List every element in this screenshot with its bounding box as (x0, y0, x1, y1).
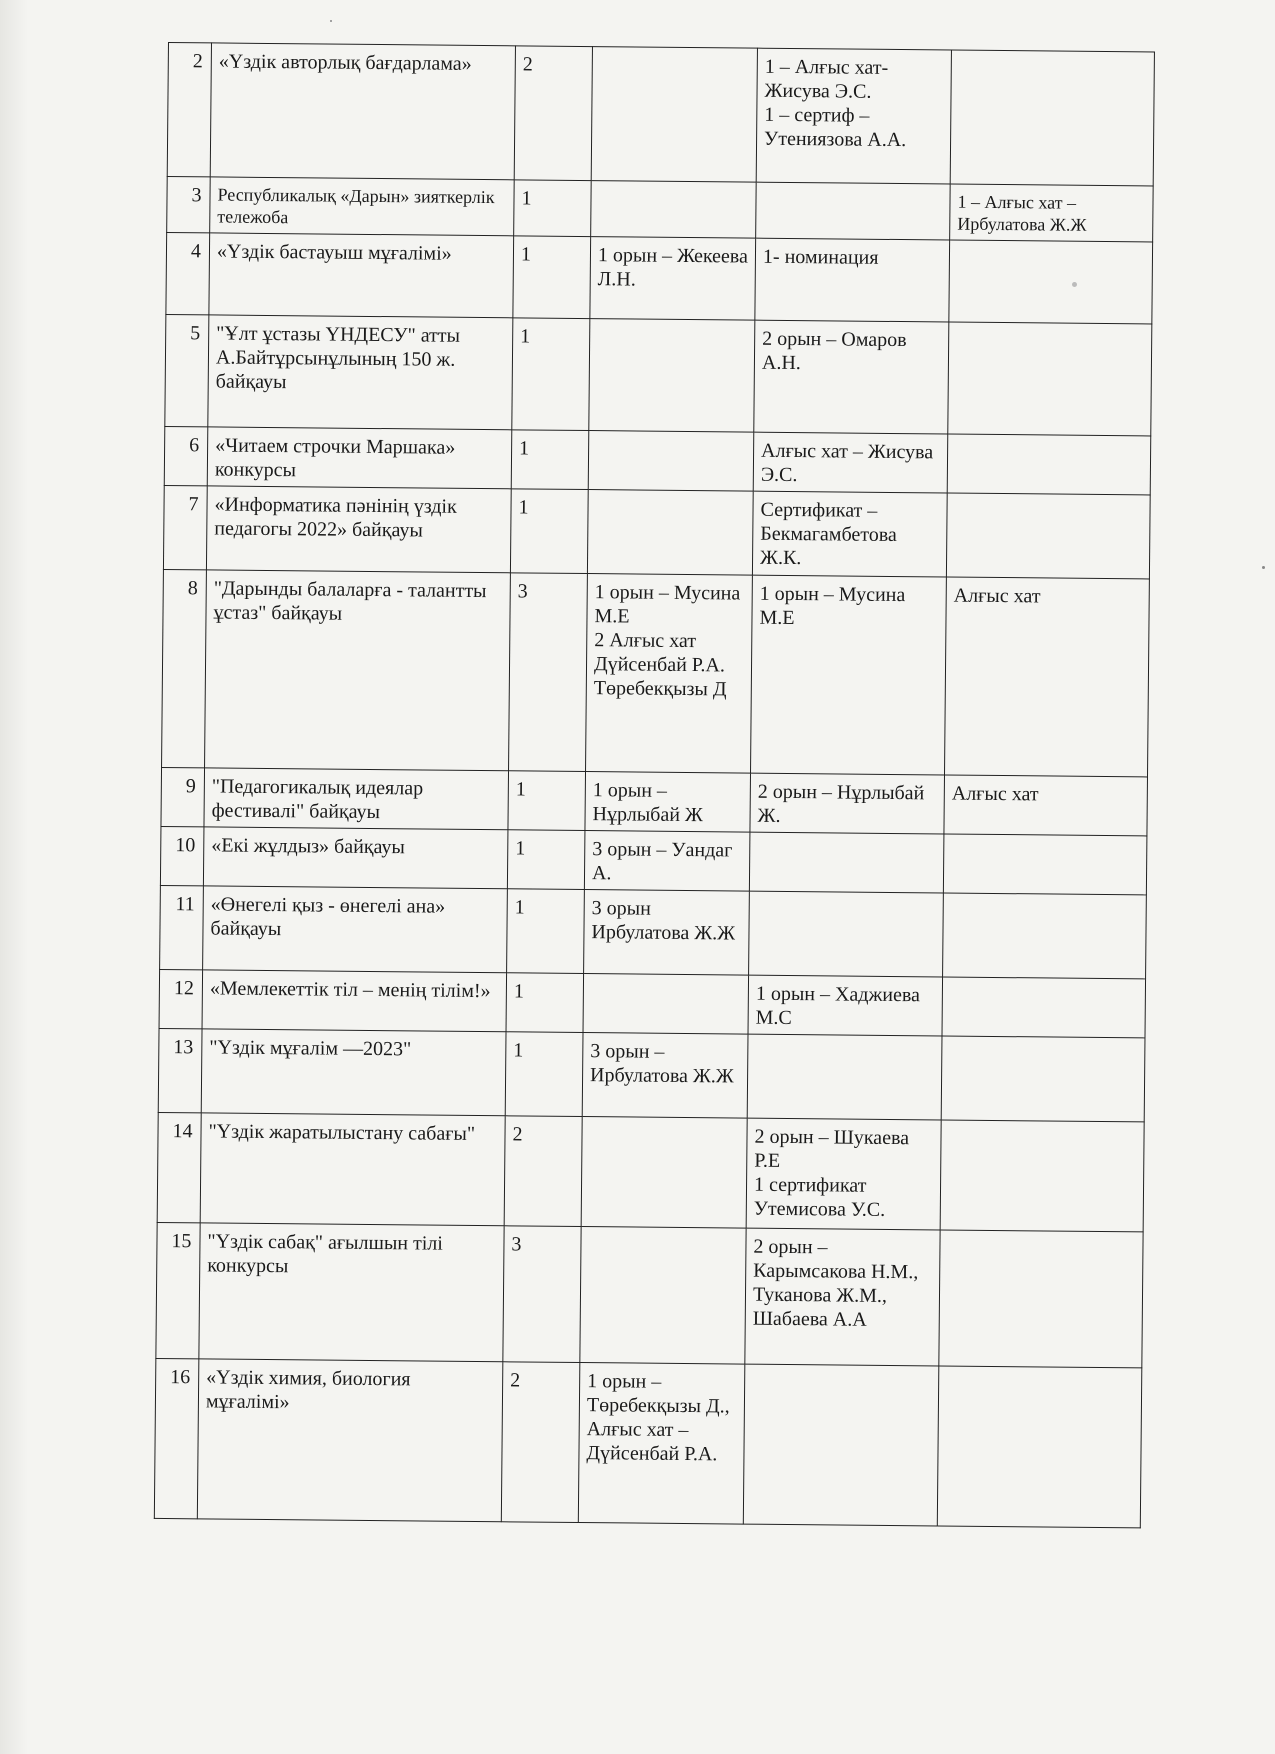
result-col-b (743, 1364, 939, 1526)
result-col-a: 3 орын – Уандаг А. (584, 831, 750, 892)
participant-count: 1 (506, 973, 584, 1033)
row-number: 3 (167, 176, 211, 232)
competition-name: «Үздік авторлық бағдарлама» (210, 43, 515, 180)
row-number: 14 (157, 1112, 201, 1222)
table-row (160, 826, 1147, 894)
row-number: 13 (158, 1028, 202, 1112)
result-col-c (937, 1366, 1142, 1528)
result-col-a: 1 орын – Жекеева Л.Н. (590, 237, 756, 321)
scan-edge-shadow (0, 0, 28, 1754)
result-col-a: 1 орын – Мусина М.Е 2 Алғыс хат Дүйсенбай Р.А. Төребекқызы Д (586, 574, 753, 774)
participant-count: 1 (505, 1032, 583, 1117)
table-row (162, 569, 1150, 776)
participant-count: 2 (501, 1362, 580, 1523)
result-col-c (943, 893, 1147, 979)
table-row (158, 1028, 1145, 1121)
row-number: 8 (162, 569, 207, 767)
table-row (166, 232, 1153, 323)
table-row (156, 1222, 1143, 1367)
table-row (163, 485, 1150, 578)
result-col-b (749, 832, 944, 893)
result-col-b: 2 орын – Нұрлыбай Ж. (750, 773, 945, 834)
result-col-c (942, 977, 1146, 1038)
result-col-c (948, 322, 1152, 436)
result-col-c (947, 434, 1151, 495)
result-col-a: 1 орын – Нұрлыбай Ж (585, 772, 751, 833)
row-number: 11 (160, 885, 204, 969)
participant-count: 2 (504, 1116, 582, 1227)
awards-table-container (154, 42, 1154, 1528)
competition-name: «Мемлекеттік тіл – менің тілім!» (202, 970, 507, 1032)
participant-count: 3 (503, 1226, 581, 1363)
participant-count: 1 (512, 318, 590, 431)
row-number: 16 (154, 1358, 199, 1518)
result-col-b (756, 182, 951, 240)
competition-name: "Үздік жаратылыстану сабағы" (200, 1113, 505, 1226)
result-col-c (950, 50, 1154, 186)
result-col-c (943, 834, 1147, 895)
result-col-a: 3 орын – Ирбулатова Ж.Ж (582, 1033, 748, 1119)
result-col-a (580, 1227, 746, 1365)
result-col-a (591, 47, 757, 183)
result-col-b: 1 орын – Хаджиева М.С (748, 975, 943, 1036)
result-col-b: 1 – Алғыс хат- Жисува Э.С. 1 – сертиф – Утениязова А.А. (756, 48, 951, 184)
competition-name: «Өнегелі қыз - өнегелі ана» байқауы (203, 886, 508, 973)
result-col-b: Сертификат – Бекмагамбетова Ж.К. (752, 491, 947, 577)
competition-name: «Екі жұлдыз» байқауы (203, 827, 508, 889)
result-col-b (749, 891, 944, 977)
result-col-c: 1 – Алғыс хат – Ирбулатова Ж.Ж (950, 184, 1154, 242)
participant-count: 3 (509, 573, 588, 772)
row-number: 12 (159, 969, 203, 1028)
result-col-c (940, 1120, 1144, 1232)
competition-name: "Педагогикалық идеялар фестивалі" байқауы (204, 768, 509, 830)
row-number: 4 (166, 232, 210, 314)
competition-name: "Үздік мұғалім —2023" (201, 1029, 506, 1116)
result-col-b: Алғыс хат – Жисува Э.С. (753, 432, 948, 493)
result-col-b: 2 орын – Карымсакова Н.М., Туканова Ж.М., Шабаева А.А (745, 1228, 940, 1366)
table-row (165, 314, 1152, 435)
row-number: 10 (160, 826, 204, 885)
awards-table (154, 42, 1155, 1528)
table-row (157, 1112, 1144, 1231)
row-number: 7 (163, 485, 207, 569)
row-number: 5 (165, 314, 209, 426)
participant-count: 1 (507, 830, 585, 890)
participant-count: 2 (514, 46, 592, 181)
result-col-b: 2 орын – Омаров А.Н. (754, 320, 949, 434)
competition-name: "Үздік сабақ" ағылшын тілі конкурсы (199, 1223, 504, 1362)
result-col-c (941, 1036, 1145, 1122)
result-col-b: 2 орын – Шукаева Р.Е 1 сертификат Утемисова У.С. (746, 1118, 941, 1230)
table-row (159, 969, 1146, 1037)
row-number: 6 (164, 426, 208, 485)
result-col-a (583, 974, 749, 1035)
participant-count: 1 (511, 430, 589, 490)
result-col-c (946, 493, 1150, 579)
participant-count: 1 (510, 489, 588, 574)
competition-name: «Үздік бастауыш мұғалімі» (209, 233, 514, 318)
competition-name: «Читаем строчки Маршака» конкурсы (207, 427, 512, 489)
participant-count: 1 (508, 771, 586, 831)
scan-speck (330, 20, 332, 22)
result-col-a: 3 орын Ирбулатова Ж.Ж (584, 890, 750, 976)
result-col-a (581, 1117, 747, 1229)
result-col-a (588, 431, 754, 492)
result-col-a: 1 орын – Төребекқызы Д., Алғыс хат – Дүйсенбай Р.А. (578, 1363, 745, 1525)
result-col-b: 1 орын – Мусина М.Е (751, 575, 947, 775)
row-number: 2 (167, 43, 211, 177)
competition-name: "Дарынды балаларға - талантты ұстаз" байқауы (205, 570, 511, 771)
participant-count: 1 (513, 236, 591, 319)
table-row (161, 767, 1148, 835)
scan-speck (1262, 566, 1265, 569)
result-col-b: 1- номинация (755, 238, 950, 322)
row-number: 15 (156, 1222, 200, 1358)
result-col-a (587, 490, 753, 576)
table-row (164, 426, 1151, 494)
awards-table-body (154, 43, 1154, 1528)
result-col-c: Алғыс хат (944, 577, 1149, 777)
result-col-c: Алғыс хат (944, 775, 1148, 836)
result-col-c (949, 240, 1153, 324)
table-row (160, 885, 1147, 978)
result-col-b (747, 1034, 942, 1120)
result-col-c (939, 1230, 1143, 1368)
competition-name: "Ұлт ұстазы ҮНДЕСУ" атты А.Байтұрсынұлының 150 ж. байқауы (208, 315, 513, 430)
table-row (167, 43, 1154, 186)
participant-count: 1 (514, 180, 592, 237)
table-row (154, 1358, 1141, 1527)
competition-name: Республикалық «Дарын» зияткерлік тележоба (210, 177, 515, 236)
table-row (167, 176, 1153, 241)
participant-count: 1 (507, 889, 585, 974)
result-col-a (591, 181, 757, 239)
row-number: 9 (161, 767, 205, 826)
competition-name: «Информатика пәнінің үздік педагогы 2022» байқауы (206, 486, 511, 573)
competition-name: «Үздік химия, биология мұғалімі» (197, 1359, 503, 1522)
result-col-a (589, 319, 755, 433)
